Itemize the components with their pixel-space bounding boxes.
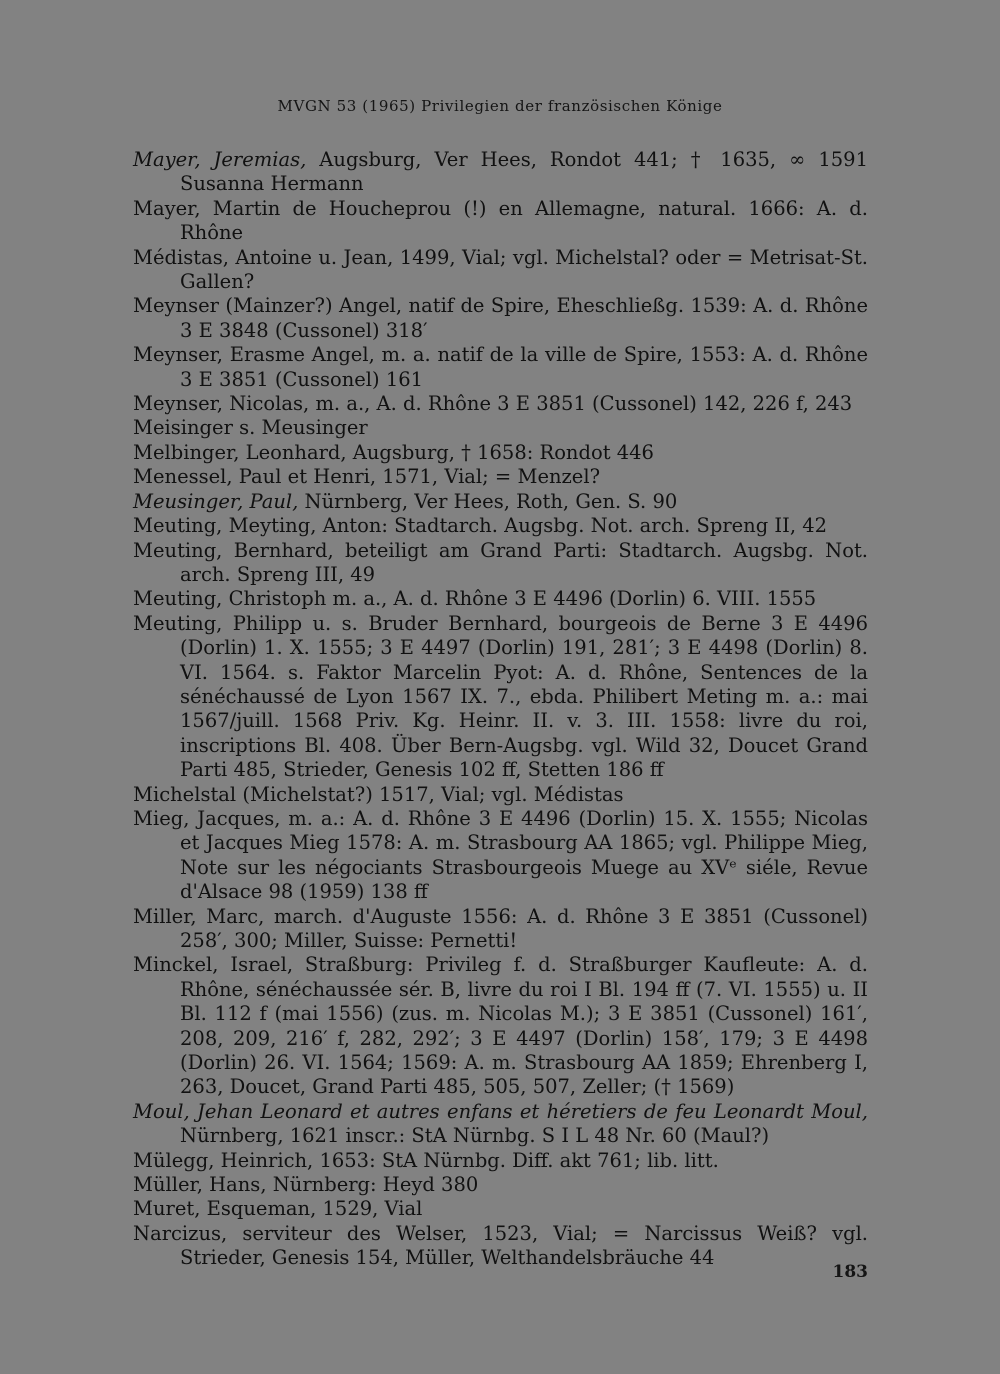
- entry-text: Hans, Nürnberg: Heyd 380: [202, 1173, 479, 1197]
- entry-text: Marc, march. d'Auguste 1556: A. d. Rhône 3 E 3851 (Cussonel) 258′, 300; Miller, Suisse: Pernetti!: [180, 904, 868, 952]
- entry-text: Erasme Angel, m. a. natif de la ville de Spire, 1553: A. d. Rhône 3 E 3851 (Cussonel) 161: [180, 343, 868, 391]
- running-header: MVGN 53 (1965) Privilegien der französischen Könige: [277, 97, 723, 115]
- index-entries: [133, 148, 868, 1271]
- entry-headword: Meynser: [133, 294, 219, 318]
- index-entry: [133, 1197, 868, 1221]
- entry-text: Nicolas, m. a., A. d. Rhône 3 E 3851 (Cussonel) 142, 226 f, 243: [223, 392, 853, 416]
- index-entry: [133, 1100, 868, 1149]
- entry-text: Antoine u. Jean, 1499, Vial; vgl. Michelstal? oder = Metrisat-St. Gallen?: [180, 245, 868, 294]
- page-number: 183: [832, 1262, 868, 1282]
- entry-headword: Meynser,: [133, 343, 224, 367]
- index-entry: [133, 587, 868, 611]
- entry-headword: Meisinger: [133, 416, 233, 440]
- index-entry: [133, 416, 868, 440]
- entry-text: Meyting, Anton: Stadtarch. Augsbg. Not. arch. Spreng II, 42: [222, 514, 828, 538]
- index-entry: [133, 490, 868, 514]
- entry-headword: Mülegg,: [133, 1148, 215, 1172]
- entry-headword: Mayer,: [133, 196, 201, 220]
- entry-headword: Muret,: [133, 1197, 201, 1221]
- entry-text: Esqueman, 1529, Vial: [200, 1197, 423, 1221]
- entry-headword: Miller,: [133, 904, 197, 928]
- entry-headword: Narcizus,: [133, 1221, 228, 1245]
- entry-text: Nürnberg, Ver Hees, Roth, Gen. S. 90: [298, 489, 678, 513]
- index-entry: [133, 441, 868, 465]
- entry-headword: Moul, Jehan Leonard et autres enfans et héretiers de feu Leonardt Moul,: [133, 1099, 868, 1123]
- index-entry: [133, 953, 868, 1099]
- entry-headword: Melbinger,: [133, 440, 240, 464]
- entry-text: Leonhard, Augsburg, † 1658: Rondot 446: [239, 440, 654, 464]
- entry-headword: Médistas,: [133, 245, 229, 269]
- entry-text: Philipp u. s. Bruder Bernhard, bourgeois de Berne 3 E 4496 (Dorlin) 1. X. 1555; 3 E 4497 (Dorlin) 191, 281′; 3 E 4498 (Dorlin) 8. VI. 1564. s. Faktor Marcelin Pyot: A. d. Rhône, Sentences de la sénéchaussé de Lyon 1567 IX. 7., ebda. Philibert Meting m. a.: mai 1567/juill. 1568 Priv. Kg. Heinr. II. v. 3. III. 1558: livre du roi, inscriptions Bl. 408. Über Bern-Augsbg. vgl. Wild 32, Doucet Grand Parti 485, Strieder, Genesis 102 ff, Stetten 186 ff: [180, 611, 868, 782]
- index-entry: [133, 514, 868, 538]
- entry-headword: Michelstal: [133, 782, 237, 806]
- index-entry: [133, 465, 868, 489]
- entry-headword: Meuting,: [133, 611, 223, 635]
- index-entry: [133, 343, 868, 392]
- entry-text: (Mainzer?) Angel, natif de Spire, Eheschließg. 1539: A. d. Rhône 3 E 3848 (Cussonel) 318′: [180, 294, 868, 342]
- entry-text: Heinrich, 1653: StA Nürnbg. Diff. akt 761; lib. litt.: [214, 1148, 719, 1172]
- index-entry: [133, 1222, 868, 1271]
- index-entry: [133, 197, 868, 246]
- entry-text: Christoph m. a., A. d. Rhône 3 E 4496 (Dorlin) 6. VIII. 1555: [222, 587, 817, 611]
- index-entry: [133, 1173, 868, 1197]
- entry-text: Paul et Henri, 1571, Vial; = Menzel?: [232, 465, 601, 489]
- entry-headword: Müller,: [133, 1173, 203, 1197]
- entry-text: Jacques, m. a.: A. d. Rhône 3 E 4496 (Dorlin) 15. X. 1555; Nicolas et Jacques Mieg 1578: A. m. Strasbourg AA 1865; vgl. Philippe Mieg, Note sur les négociants Strasbourgeois Muege au XVᵉ siéle, Revue d'Alsace 98 (1959) 138 ff: [180, 806, 868, 904]
- index-entry: [133, 392, 868, 416]
- entry-headword: Meynser,: [133, 392, 224, 416]
- entry-text: Martin de Houcheprou (!) en Allemagne, natural. 1666: A. d. Rhône: [180, 196, 868, 245]
- entry-headword: Meuting,: [133, 538, 223, 562]
- entry-headword: Meusinger, Paul,: [133, 489, 299, 513]
- index-entry: [133, 1149, 868, 1173]
- index-entry: [133, 539, 868, 588]
- entry-text: s. Meusinger: [232, 416, 368, 440]
- entry-text: Nürnberg, 1621 inscr.: StA Nürnbg. S I L 48 Nr. 60 (Maul?): [180, 1124, 770, 1148]
- index-entry: [133, 783, 868, 807]
- entry-headword: Menessel,: [133, 465, 233, 489]
- index-entry: [133, 807, 868, 905]
- entry-headword: Meuting,: [133, 587, 223, 611]
- entry-headword: Meuting,: [133, 514, 223, 538]
- entry-text: Israel, Straßburg: Privileg f. d. Straßburger Kaufleute: A. d. Rhône, sénéchaussée sér. B, livre du roi I Bl. 194 ff (7. VI. 1555) u. II Bl. 112 f (mai 1556) (zus. m. Nicolas M.); 3 E 3851 (Cussonel) 161′, 208, 209, 216′ f, 282, 292′; 3 E 4497 (Dorlin) 158′, 179; 3 E 4498 (Dorlin) 26. VI. 1564; 1569: A. m. Strasbourg AA 1859; Ehrenberg I, 263, Doucet, Grand Parti 485, 505, 507, Zeller; († 1569): [180, 953, 868, 1099]
- entry-text: (Michelstat?) 1517, Vial; vgl. Médistas: [236, 782, 624, 806]
- index-entry: [133, 612, 868, 783]
- entry-text: Bernhard, beteiligt am Grand Parti: Stadtarch. Augsbg. Not. arch. Spreng III, 49: [180, 538, 868, 586]
- entry-headword: Mayer, Jeremias,: [133, 148, 307, 171]
- index-entry: [133, 294, 868, 343]
- index-entry: [133, 148, 868, 197]
- index-entry: [133, 246, 868, 295]
- entry-headword: Minckel,: [133, 953, 219, 977]
- entry-text: serviteur des Welser, 1523, Vial; = Narcissus Weiß? vgl. Strieder, Genesis 154, Müller, Welthandelsbräuche 44: [180, 1221, 868, 1270]
- entry-text: Augsburg, Ver Hees, Rondot 441; † 1635, ∞ 1591 Susanna Hermann: [180, 148, 868, 196]
- entry-headword: Mieg,: [133, 806, 190, 830]
- index-entry: [133, 905, 868, 954]
